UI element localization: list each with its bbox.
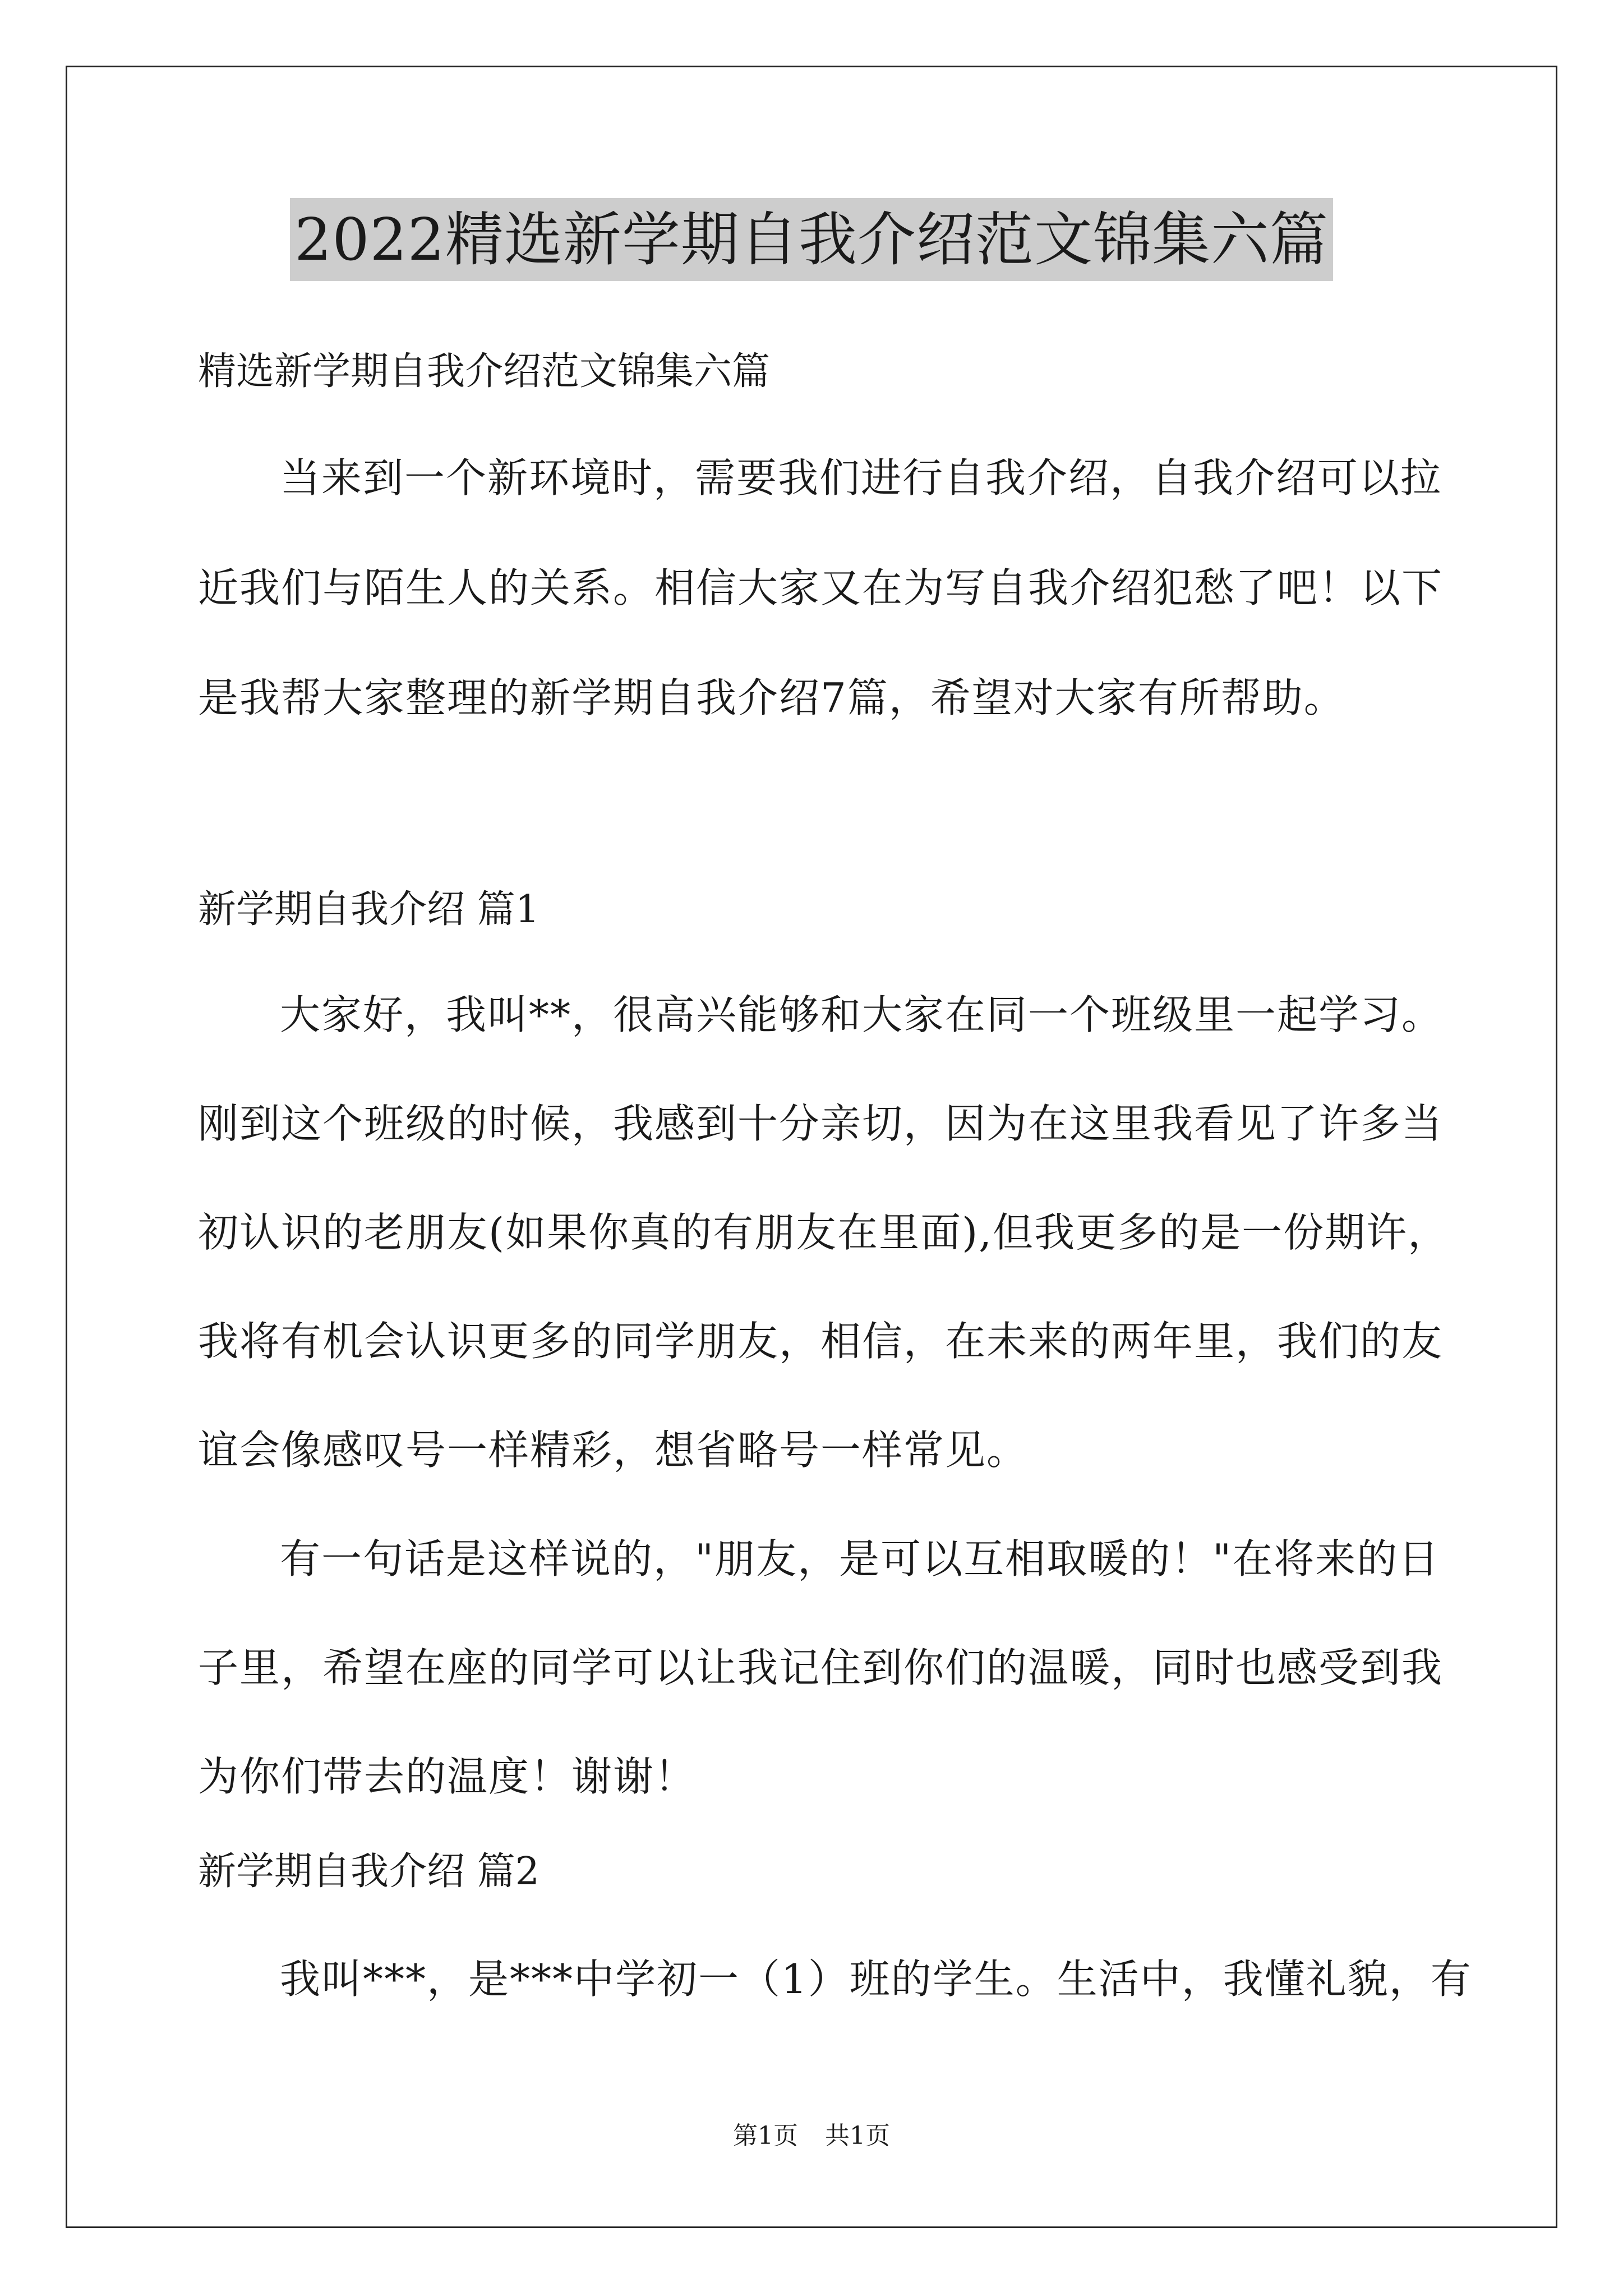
section-1-heading: 新学期自我介绍 篇1 (198, 887, 540, 932)
section-1-line: 有一句话是这样说的，"朋友，是可以互相取暖的！"在将来的日 (280, 1535, 1440, 1582)
section-1-line: 我将有机会认识更多的同学朋友，相信，在未来的两年里，我们的友 (198, 1318, 1444, 1365)
intro-line: 当来到一个新环境时，需要我们进行自我介绍，自我介绍可以拉 (280, 454, 1442, 501)
section-1-line: 谊会像感叹号一样精彩，想省略号一样常见。 (198, 1427, 1029, 1474)
intro-line: 是我帮大家整理的新学期自我介绍7篇，希望对大家有所帮助。 (198, 674, 1345, 721)
intro-line: 近我们与陌生人的关系。相信大家又在为写自我介绍犯愁了吧！以下 (198, 564, 1444, 611)
section-1-line: 初认识的老朋友(如果你真的有朋友在里面),但我更多的是一份期许， (198, 1209, 1450, 1256)
document-subtitle: 精选新学期自我介绍范文锦集六篇 (198, 349, 771, 394)
section-2-line: 我叫***，是***中学初一（1）班的学生。生活中，我懂礼貌，有 (280, 1955, 1472, 2003)
title-area (0, 198, 1623, 281)
document-title: 2022精选新学期自我介绍范文锦集六篇 (290, 198, 1333, 281)
page-number: 第1页 (733, 2122, 798, 2150)
section-1-line: 大家好，我叫**，很高兴能够和大家在同一个班级里一起学习。 (280, 991, 1444, 1038)
section-2-heading: 新学期自我介绍 篇2 (198, 1849, 540, 1894)
page-total: 共1页 (825, 2122, 890, 2150)
section-1-line: 为你们带去的温度！谢谢！ (198, 1753, 697, 1800)
section-1-line: 刚到这个班级的时候，我感到十分亲切，因为在这里我看见了许多当 (198, 1100, 1444, 1147)
page-footer (0, 2119, 1623, 2153)
section-1-line: 子里，希望在座的同学可以让我记住到你们的温暖，同时也感受到我 (198, 1644, 1444, 1691)
